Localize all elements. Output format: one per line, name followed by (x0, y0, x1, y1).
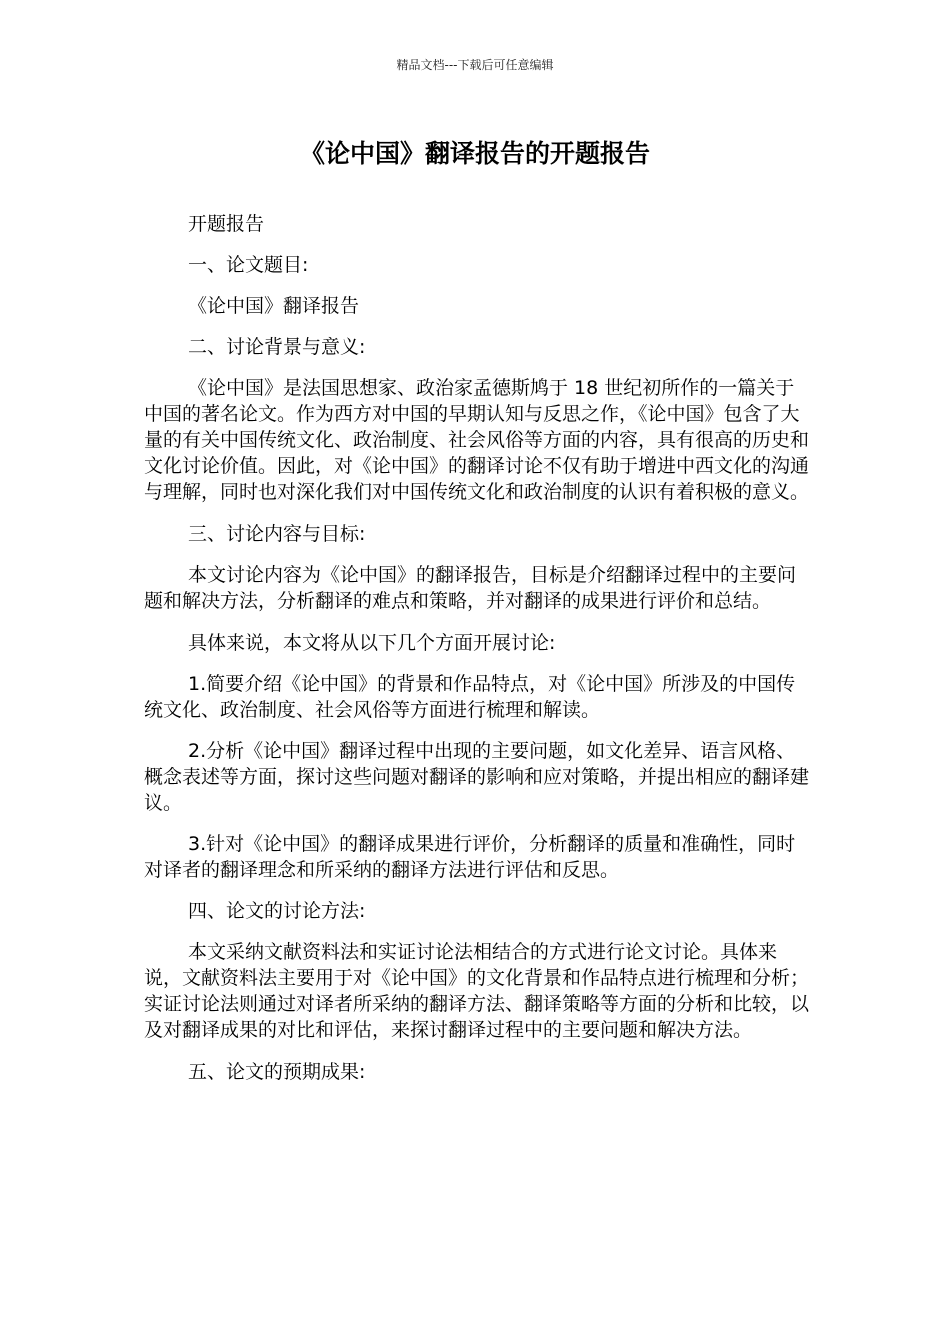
paragraph-thesis-topic: 《论中国》翻译报告 (188, 295, 360, 317)
heading-content-goals: 三、讨论内容与目标: (188, 523, 366, 545)
paragraph-background: 《论中国》是法国思想家、政治家孟德斯鸠于 18 世纪初所作的一篇关于中国的著名论文。作为西方对中国的早期认知与反思之作，《论中国》包含了大量的有关中国传统文化、政治制度、社会风俗等方面的内容，具有很高的历史和文化讨论价值。因此，对《论中国》的翻译讨论不仅有助于增进中西文化的沟通与理解，同时也对深化我们对中国传统文化和政治制度的认识有着积极的意义。 (144, 377, 810, 503)
list-item-1: 1.简要介绍《论中国》的背景和作品特点，对《论中国》所涉及的中国传统文化、政治制度、社会风俗等方面进行梳理和解读。 (144, 673, 796, 721)
document-title: 《论中国》翻译报告的开题报告 (299, 139, 650, 168)
heading-background: 二、讨论背景与意义: (188, 336, 366, 358)
paragraph-methods: 本文采纳文献资料法和实证讨论法相结合的方式进行论文讨论。具体来说，文献资料法主要用于对《论中国》的文化背景和作品特点进行梳理和分析；实证讨论法则通过对译者所采纳的翻译方法、翻译策略等方面的分析和比较，以及对翻译成果的对比和评估，来探讨翻译过程中的主要问题和解决方法。 (144, 941, 810, 1041)
heading-methods: 四、论文的讨论方法: (188, 900, 366, 922)
heading-expected-results: 五、论文的预期成果: (188, 1061, 366, 1083)
paragraph-content-goals: 本文讨论内容为《论中国》的翻译报告，目标是介绍翻译过程中的主要问题和解决方法，分析翻译的难点和策略，并对翻译的成果进行评价和总结。 (144, 564, 797, 612)
heading-thesis-topic: 一、论文题目: (188, 254, 309, 276)
paragraph-specifics-intro: 具体来说，本文将从以下几个方面开展讨论: (188, 632, 556, 654)
paragraph-report-label: 开题报告 (188, 213, 265, 235)
document-body (144, 211, 809, 1100)
list-item-3: 3.针对《论中国》的翻译成果进行评价，分析翻译的质量和准确性，同时对译者的翻译理念和所采纳的翻译方法进行评估和反思。 (144, 833, 796, 881)
list-item-2: 2.分析《论中国》翻译过程中出现的主要问题，如文化差异、语言风格、概念表述等方面，探讨这些问题对翻译的影响和应对策略，并提出相应的翻译建议。 (144, 740, 810, 814)
page-header-note: 精品文档---下载后可任意编辑 (396, 58, 554, 72)
